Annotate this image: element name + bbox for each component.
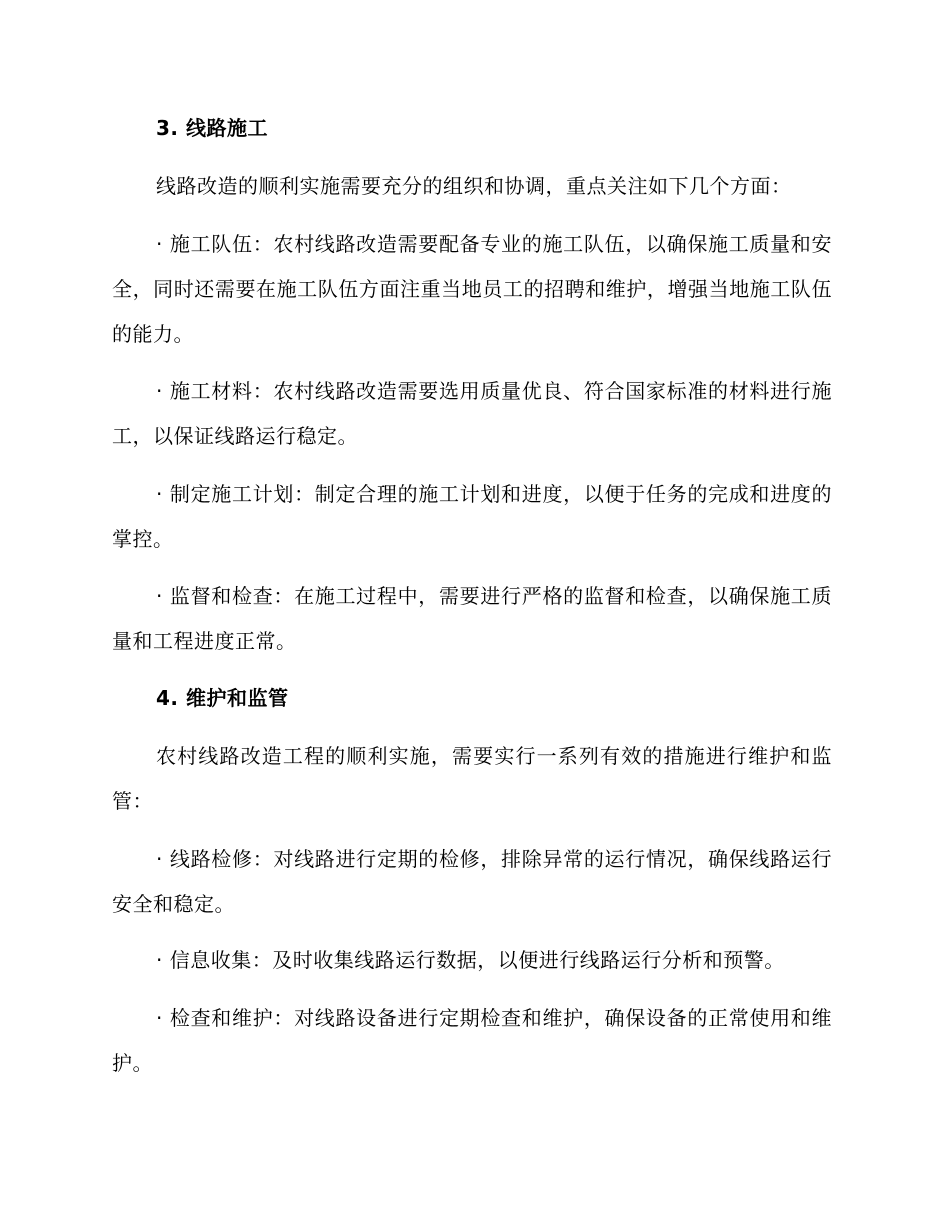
bullet-supervision-inspection: · 监督和检查：在施工过程中，需要进行严格的监督和检查，以确保施工质量和工程进度正常。 [112,584,832,653]
section-heading-3: 3. 线路施工 [156,116,268,140]
bullet-construction-plan: · 制定施工计划：制定合理的施工计划和进度，以便于任务的完成和进度的掌控。 [112,482,832,551]
bullet-inspection-maintenance: · 检查和维护：对线路设备进行定期检查和维护，确保设备的正常使用和维护。 [112,1006,832,1075]
section-3-intro: 线路改造的顺利实施需要充分的组织和协调，重点关注如下几个方面： [156,174,792,198]
section-heading-4: 4. 维护和监管 [156,686,289,710]
section-4-intro: 农村线路改造工程的顺利实施，需要实行一系列有效的措施进行维护和监管： [112,744,832,813]
bullet-construction-materials: · 施工材料：农村线路改造需要选用质量优良、符合国家标准的材料进行施工，以保证线路运行稳定。 [112,379,832,448]
bullet-line-maintenance: · 线路检修：对线路进行定期的检修，排除异常的运行情况，确保线路运行安全和稳定。 [112,847,832,916]
bullet-construction-team: · 施工队伍：农村线路改造需要配备专业的施工队伍，以确保施工质量和安全，同时还需要在施工队伍方面注重当地员工的招聘和维护，增强当地施工队伍的能力。 [112,232,832,346]
bullet-information-collection: · 信息收集：及时收集线路运行数据，以便进行线路运行分析和预警。 [156,948,785,972]
